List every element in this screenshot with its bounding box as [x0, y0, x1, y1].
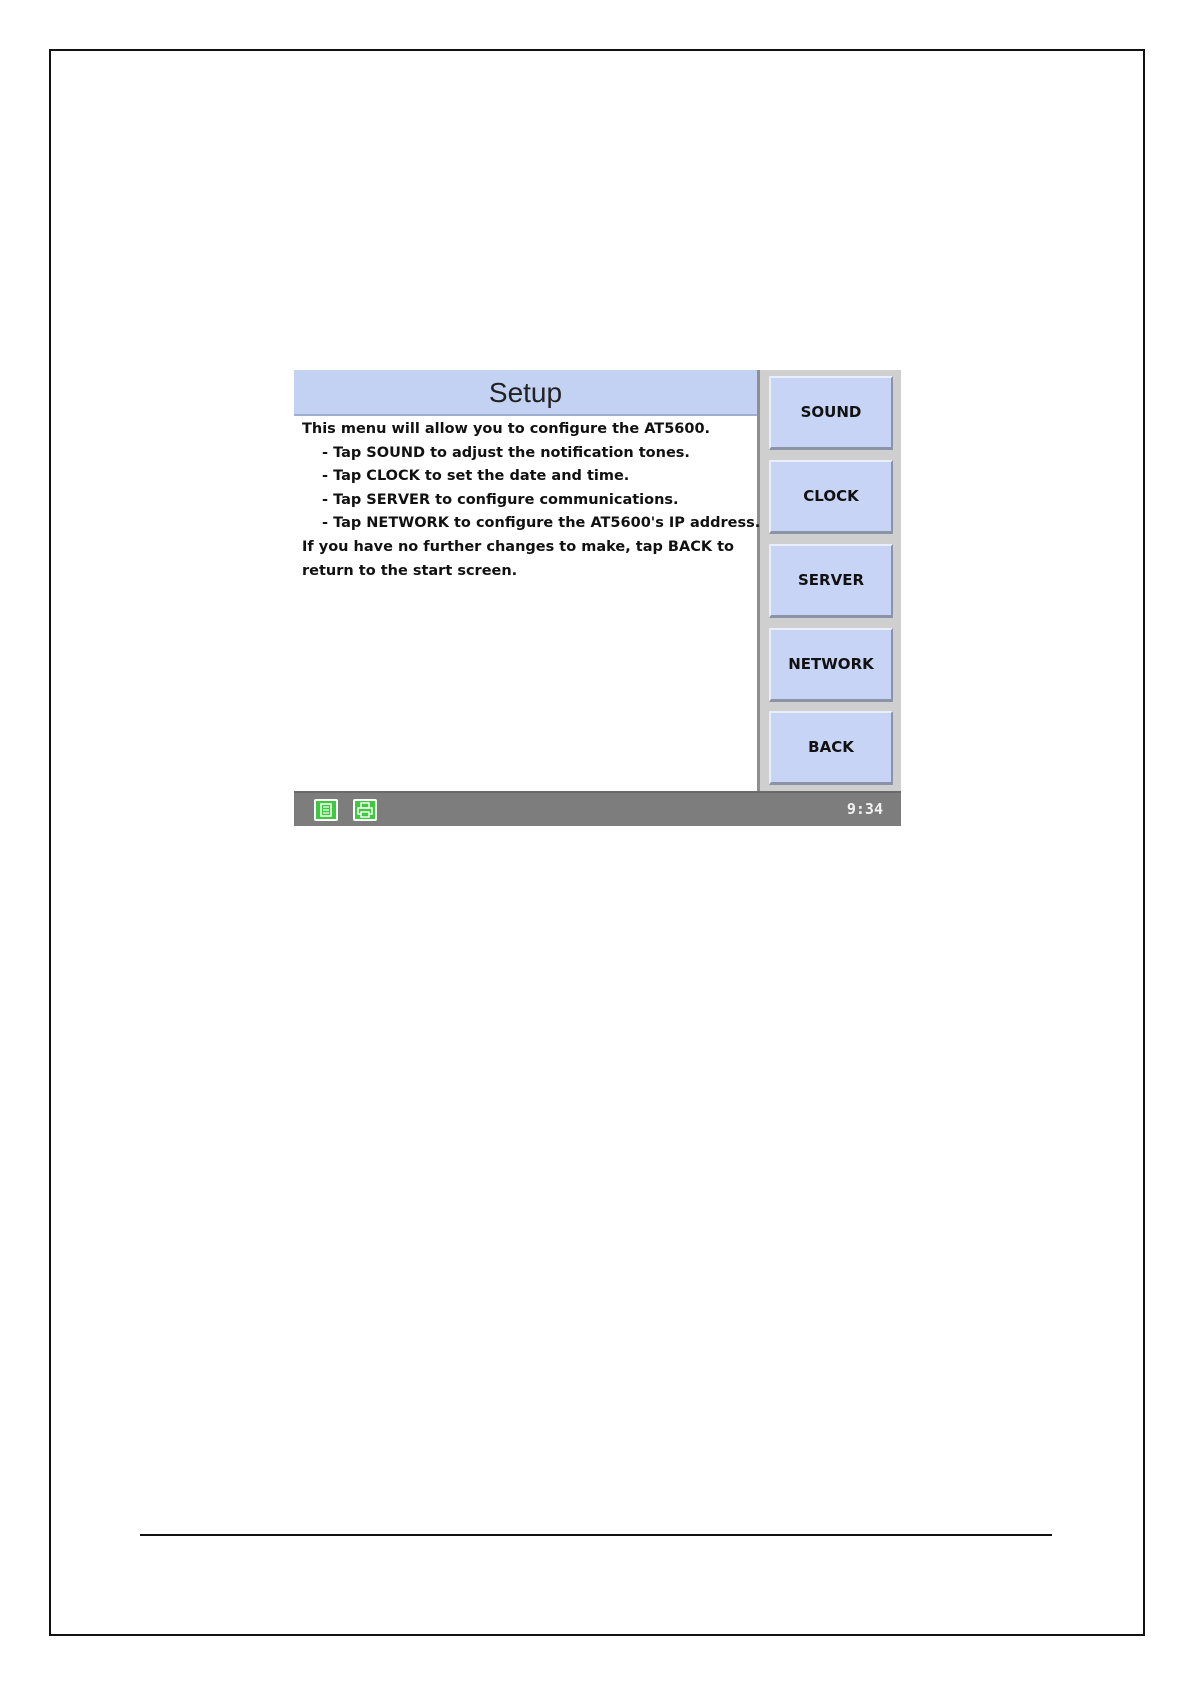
- back-button[interactable]: BACK: [769, 711, 893, 785]
- network-button[interactable]: NETWORK: [769, 628, 893, 702]
- instructions-text: [302, 418, 761, 583]
- instructions-outro-line-2: return to the start screen.: [302, 562, 518, 579]
- instruction-item-clock: - Tap CLOCK to set the date and time.: [322, 468, 630, 485]
- title-bar: [294, 370, 757, 416]
- screen-title: Setup: [488, 377, 563, 408]
- instruction-item-network: - Tap NETWORK to configure the AT5600's IP address.: [322, 515, 761, 532]
- instructions-outro-line-1: If you have no further changes to make, tap BACK to: [302, 538, 735, 555]
- printer-icon-glyph: [355, 801, 375, 819]
- sound-button[interactable]: SOUND: [769, 376, 893, 450]
- list-icon[interactable]: [314, 799, 338, 821]
- clock-button[interactable]: CLOCK: [769, 460, 893, 534]
- printer-icon[interactable]: [353, 799, 377, 821]
- instructions-intro: This menu will allow you to configure the AT5600.: [302, 421, 711, 437]
- footer-rule: [140, 1534, 1052, 1536]
- list-icon-glyph: [316, 801, 336, 819]
- instruction-item-sound: - Tap SOUND to adjust the notification tones.: [322, 444, 690, 461]
- page-frame: [49, 49, 1145, 1636]
- status-bar: [294, 791, 901, 826]
- server-button[interactable]: SERVER: [769, 544, 893, 618]
- content-panel: [294, 370, 760, 791]
- button-column: [760, 370, 901, 791]
- device-screen: [294, 370, 901, 826]
- instruction-item-server: - Tap SERVER to configure communications.: [322, 491, 679, 508]
- clock-time: 9:34: [846, 800, 883, 818]
